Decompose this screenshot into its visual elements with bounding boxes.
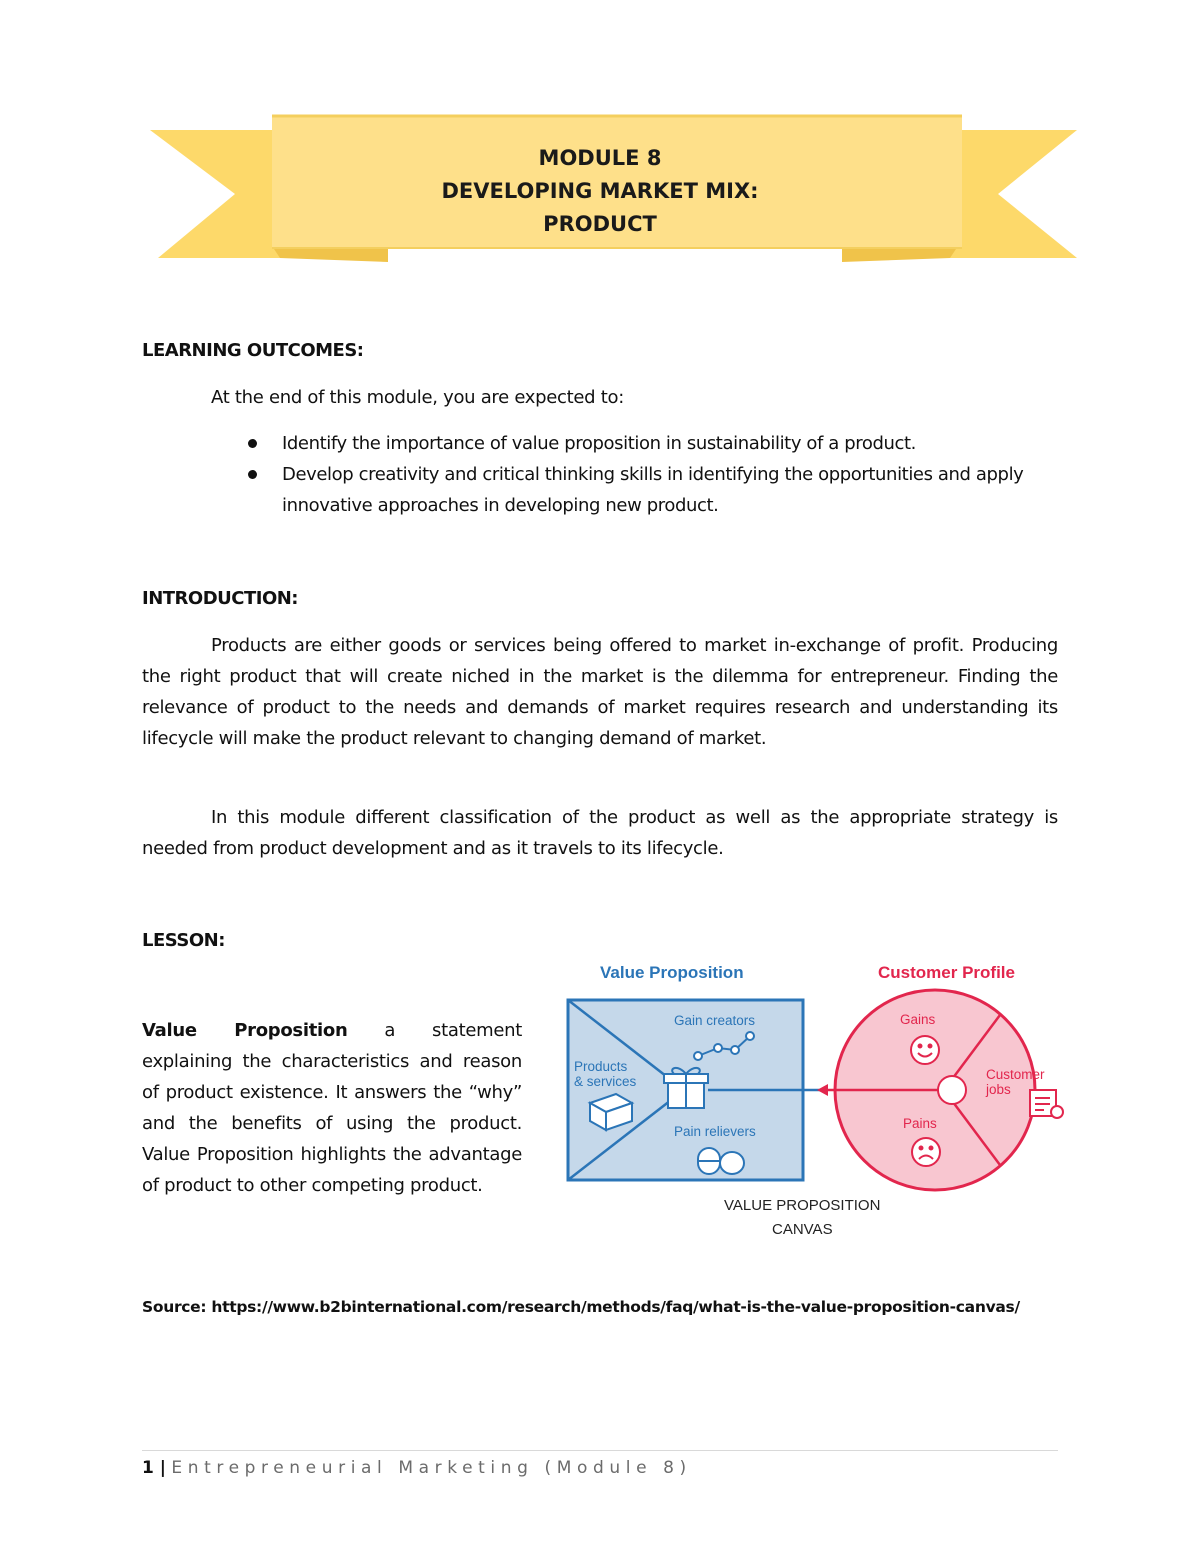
canvas-caption-line2: CANVAS bbox=[772, 1221, 833, 1238]
products-label-line1: Products bbox=[574, 1059, 628, 1074]
pains-label: Pains bbox=[903, 1116, 937, 1131]
module-subtopic: PRODUCT bbox=[543, 212, 657, 236]
gain-creators-label: Gain creators bbox=[674, 1013, 756, 1028]
learning-outcomes-heading: LEARNING OUTCOMES: bbox=[142, 340, 364, 361]
introduction-heading: INTRODUCTION: bbox=[142, 588, 299, 609]
gains-label: Gains bbox=[900, 1012, 936, 1027]
cp-title: Customer Profile bbox=[878, 963, 1015, 982]
footer-divider bbox=[142, 1450, 1058, 1451]
canvas-caption-line1: VALUE PROPOSITION bbox=[724, 1197, 881, 1214]
introduction-paragraph-1: Products are either goods or services being offered to market in-exchange of profit. Producing the right product that will create niched in the market is the dilemma for entrepreneur. Finding the relevance of product to the needs and demands of market requires research and understanding its lifecycle will make the product relevant to changing demand of market. bbox=[142, 635, 1058, 749]
source-citation: Source: https://www.b2binternational.com/research/methods/faq/what-is-the-value-proposition-canvas/ bbox=[142, 1298, 1020, 1316]
module-title bbox=[380, 142, 820, 241]
checklist-icon bbox=[1030, 1090, 1063, 1118]
vp-title: Value Proposition bbox=[600, 963, 744, 982]
bullet-icon bbox=[248, 439, 257, 448]
lesson-heading: LESSON: bbox=[142, 930, 225, 951]
module-topic: DEVELOPING MARKET MIX: bbox=[441, 179, 759, 203]
customer-jobs-label-line1: Customer bbox=[986, 1067, 1045, 1082]
customer-head-icon bbox=[938, 1076, 966, 1104]
list-item: Develop creativity and critical thinking skills in identifying the opportunities and apply innovative approaches in developing new product. bbox=[248, 459, 1068, 521]
learning-outcomes-list bbox=[248, 428, 1068, 521]
footer-text: Entrepreneurial Marketing (Module 8) bbox=[171, 1458, 692, 1478]
customer-jobs-label-line2: jobs bbox=[986, 1082, 1011, 1097]
bullet-icon bbox=[248, 470, 257, 479]
value-proposition-canvas bbox=[560, 958, 1080, 1248]
learning-outcomes-intro: At the end of this module, you are expected to: bbox=[211, 387, 624, 408]
page-footer bbox=[142, 1458, 692, 1478]
value-proposition-text: a statement explaining the characteristics and reason of product existence. It answers the “why” and the benefits of using the product. Value Proposition highlights the advantage of product to other competing product. bbox=[142, 1020, 522, 1196]
products-label-line2: & services bbox=[574, 1074, 637, 1089]
value-proposition-term: Value Proposition bbox=[142, 1020, 348, 1041]
pain-relievers-label: Pain relievers bbox=[674, 1124, 756, 1139]
list-item: Identify the importance of value proposition in sustainability of a product. bbox=[248, 428, 1068, 459]
arrow-head-icon bbox=[817, 1084, 828, 1096]
module-number: MODULE 8 bbox=[538, 146, 662, 170]
happy-face-icon bbox=[911, 1036, 939, 1064]
page-number: 1 | bbox=[142, 1458, 166, 1478]
value-proposition-definition bbox=[142, 1015, 522, 1201]
gift-icon bbox=[664, 1068, 708, 1108]
sad-face-icon bbox=[912, 1138, 940, 1166]
introduction-paragraph-2: In this module different classification of the product as well as the appropriate strategy is needed from product development and as it travels to its lifecycle. bbox=[142, 807, 1058, 859]
